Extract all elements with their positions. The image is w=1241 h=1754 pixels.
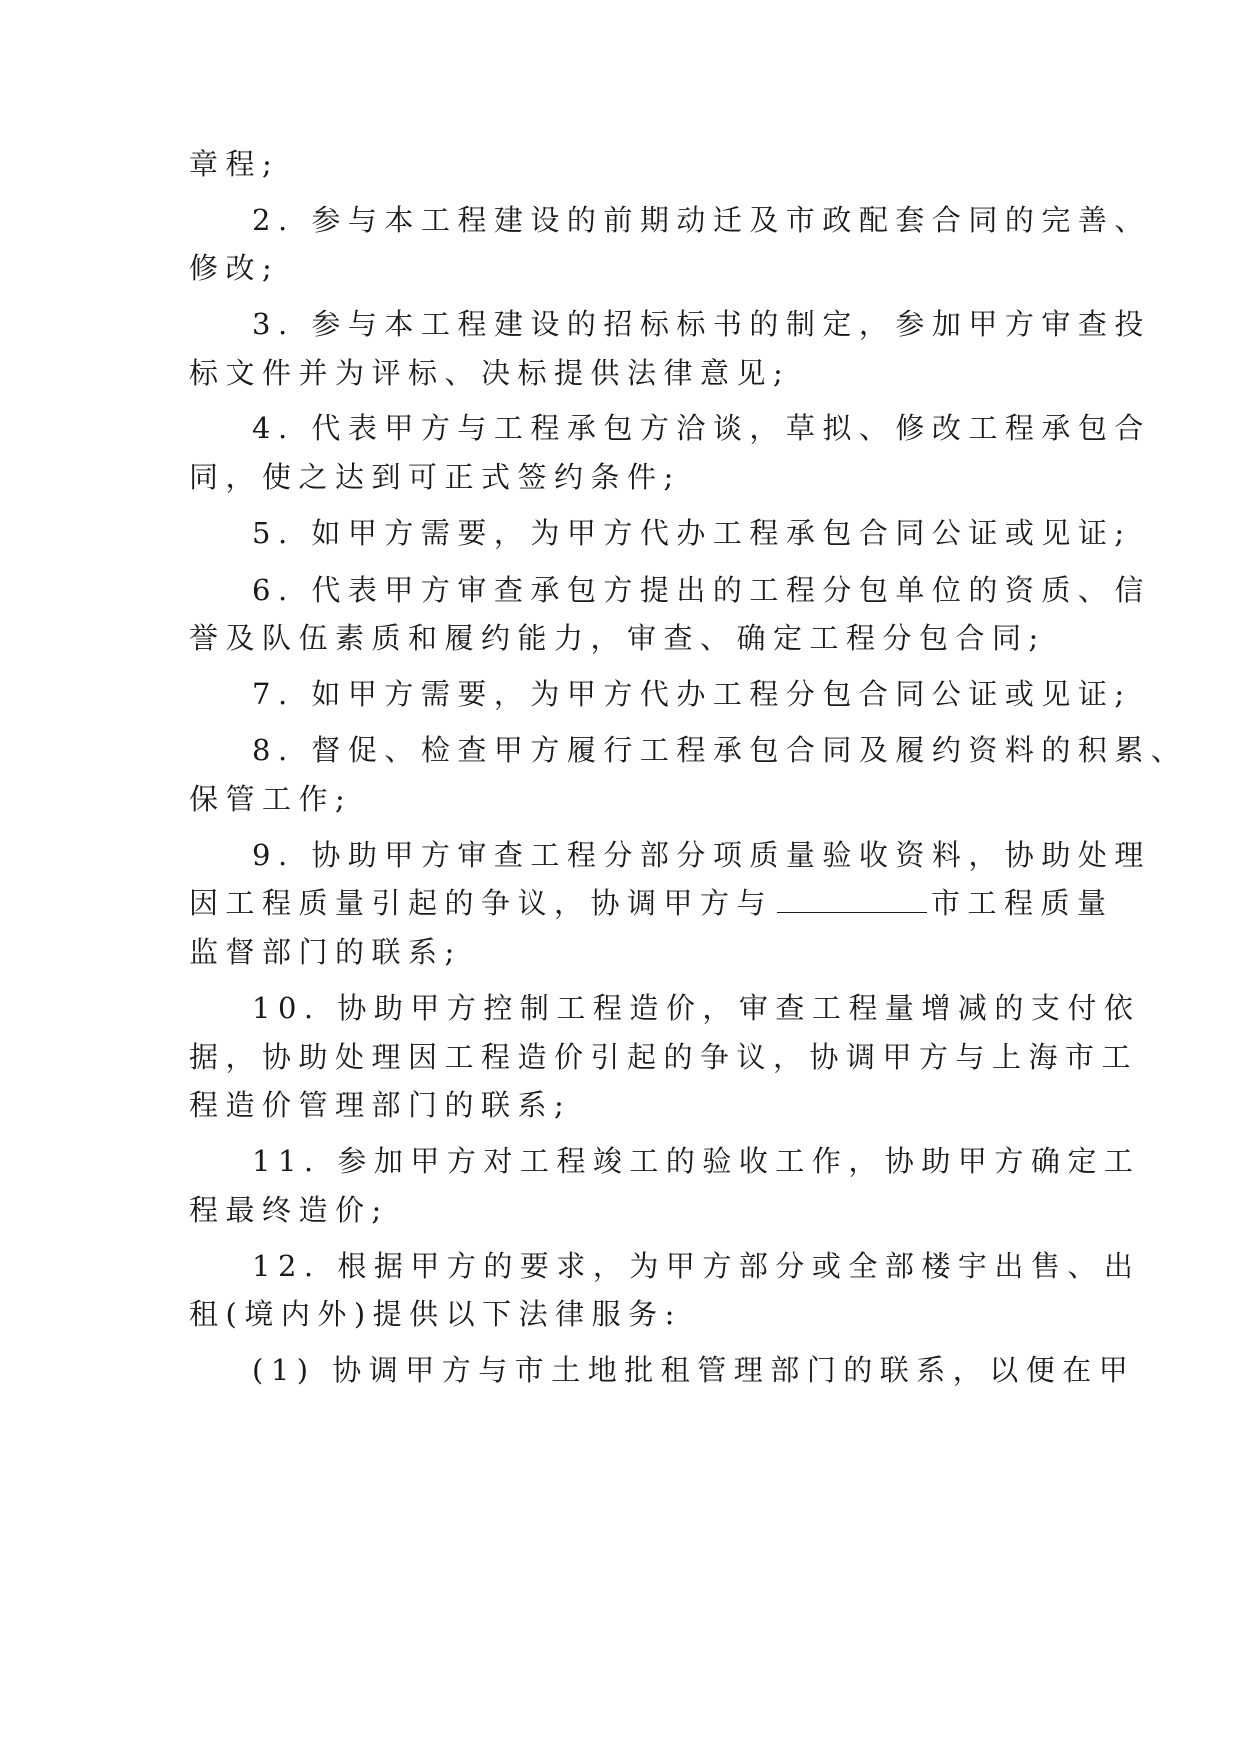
blank-underline — [777, 910, 927, 913]
text-line: 保管工作; — [189, 782, 353, 816]
text-line: 10. 协助甲方控制工程造价，审查工程量增减的支付依 — [252, 991, 1141, 1025]
text-line: 程最终造价; — [189, 1193, 389, 1227]
text-line: 6. 代表甲方审查承包方提出的工程分包单位的资质、信 — [252, 573, 1151, 607]
text-segment: 市工程质量 — [931, 886, 1114, 920]
text-line: 3. 参与本工程建设的招标标书的制定，参加甲方审查投 — [252, 307, 1151, 341]
text-line: 监督部门的联系; — [189, 935, 462, 969]
text-line: 修改; — [189, 251, 280, 285]
text-line: 章程; — [189, 147, 280, 181]
text-segment: 因工程质量引起的争议，协调甲方与 — [189, 886, 774, 920]
text-line: 11. 参加甲方对工程竣工的验收工作，协助甲方确定工 — [252, 1144, 1141, 1178]
text-line: 同，使之达到可正式签约条件; — [189, 460, 681, 494]
text-line: 8. 督促、检查甲方履行工程承包合同及履约资料的积累、 — [252, 733, 1188, 767]
text-line: 誉及队伍素质和履约能力，审查、确定工程分包合同; — [189, 621, 1046, 655]
text-line: 标文件并为评标、决标提供法律意见; — [189, 356, 791, 390]
text-line: 据，协助处理因工程造价引起的争议，协调甲方与上海市工 — [189, 1040, 1139, 1074]
text-line — [189, 878, 1114, 928]
text-line: (1) 协调甲方与市土地批租管理部门的联系，以便在甲 — [252, 1353, 1136, 1387]
text-line: 9. 协助甲方审查工程分部分项质量验收资料，协助处理 — [252, 838, 1151, 872]
text-line: 4. 代表甲方与工程承包方洽谈，草拟、修改工程承包合 — [252, 411, 1151, 445]
text-line: 12. 根据甲方的要求，为甲方部分或全部楼宇出售、出 — [252, 1249, 1141, 1283]
text-line: 租(境内外)提供以下法律服务: — [189, 1297, 682, 1331]
text-line: 5. 如甲方需要，为甲方代办工程承包合同公证或见证; — [252, 516, 1132, 550]
text-line: 7. 如甲方需要，为甲方代办工程分包合同公证或见证; — [252, 677, 1132, 711]
text-line: 2. 参与本工程建设的前期动迁及市政配套合同的完善、 — [252, 203, 1151, 237]
text-line: 程造价管理部门的联系; — [189, 1088, 572, 1122]
